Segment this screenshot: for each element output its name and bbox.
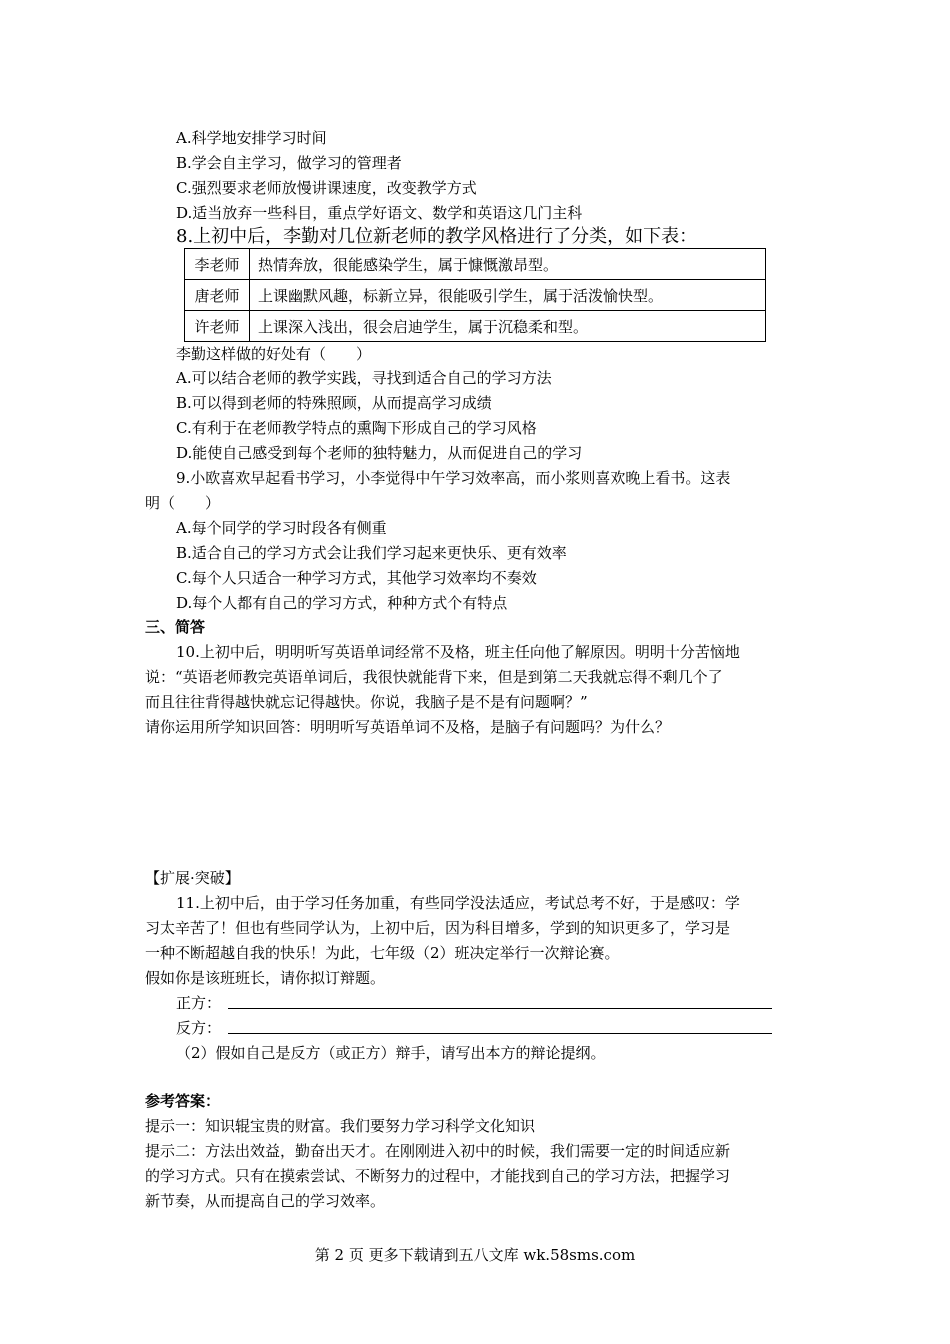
- teacher-style-desc: 上课深入浅出，很会启迪学生，属于沉稳柔和型。: [250, 311, 766, 342]
- q9-stem-line1: 9.小欧喜欢早起看书学习，小李觉得中午学习效率高，而小浆则喜欢晚上看书。这表: [176, 469, 731, 487]
- q8-option-c: C.有利于在老师教学特点的熏陶下形成自己的学习风格: [176, 419, 537, 437]
- teacher-style-desc: 热情奔放，很能感染学生，属于慷慨激昂型。: [250, 249, 766, 280]
- q9-option-a: A.每个同学的学习时段各有侧重: [176, 519, 387, 537]
- q9-option-d: D.每个人都有自己的学习方式，种种方式个有特点: [176, 594, 508, 612]
- answer-hint2-line2: 的学习方式。只有在摸索尝试、不断努力的过程中，才能找到自己的学习方法，把握学习: [145, 1167, 731, 1185]
- q8-option-a: A.可以结合老师的教学实践，寻找到适合自己的学习方法: [176, 369, 552, 387]
- q8-stem: 8.上初中后，李勤对几位新老师的教学风格进行了分类，如下表：: [176, 226, 698, 247]
- q8-question: 李勤这样做的好处有（ ）: [176, 345, 372, 363]
- answer-hint2-line1: 提示二：方法出效益，勤奋出天才。在刚刚进入初中的时候，我们需要一定的时间适应新: [145, 1142, 731, 1160]
- q11-line1: 11.上初中后，由于学习任务加重，有些同学没法适应，考试总考不好，于是感叹：学: [176, 894, 740, 912]
- q11-line4: 假如你是该班班长，请你拟订辩题。: [145, 969, 386, 987]
- q9-option-c: C.每个人只适合一种学习方式，其他学习效率均不奏效: [176, 569, 537, 587]
- answer-hint2-line3: 新节奏，从而提高自己的学习效率。: [145, 1192, 386, 1210]
- q10-line2: 说：“英语老师教完英语单词后，我很快就能背下来，但是到第二天我就忘得不剩几个了: [145, 668, 723, 686]
- q11-line2: 习太辛苦了！但也有些同学认为，上初中后，因为科目增多，学到的知识更多了，学习是: [145, 919, 731, 937]
- answer-hint1: 提示一：知识辊宝贵的财富。我们要努力学习科学文化知识: [145, 1117, 536, 1135]
- table-row: [185, 280, 766, 311]
- q10-line1: 10.上初中后，明明听写英语单词经常不及格，班主任向他了解原因。明明十分苦恼地: [176, 643, 740, 661]
- page-footer: 第 2 页 更多下载请到五八文库 wk.58sms.com: [314, 1246, 636, 1264]
- con-side-blank[interactable]: [228, 1033, 772, 1034]
- q9-stem-line2: 明（ ）: [145, 494, 221, 512]
- q11-line3: 一种不断超越自我的快乐！为此，七年级（2）班决定举行一次辩论赛。: [145, 944, 620, 962]
- teacher-name: 许老师: [185, 311, 250, 342]
- q8-option-b: B.可以得到老师的特殊照顾，从而提高学习成绩: [176, 394, 492, 412]
- q7-option-c: C.强烈要求老师放慢讲课速度，改变教学方式: [176, 179, 477, 197]
- con-side-label: 反方：: [176, 1019, 222, 1037]
- teacher-name: 唐老师: [185, 280, 250, 311]
- q9-option-b: B.适合自己的学习方式会让我们学习起来更快乐、更有效率: [176, 544, 567, 562]
- q8-option-d: D.能使自己感受到每个老师的独特魅力，从而促进自己的学习: [176, 444, 583, 462]
- teacher-style-table: [184, 248, 766, 342]
- table-row: [185, 311, 766, 342]
- teacher-style-desc: 上课幽默风趣，标新立异，很能吸引学生，属于活泼愉快型。: [250, 280, 766, 311]
- pro-side-blank[interactable]: [228, 1008, 772, 1009]
- answers-title: 参考答案：: [145, 1092, 221, 1110]
- q7-option-d: D.适当放弃一些科目，重点学好语文、数学和英语这几门主科: [176, 204, 583, 222]
- q7-option-a: A.科学地安排学习时间: [176, 129, 327, 147]
- extension-title: 【扩展·突破】: [145, 869, 240, 887]
- q11-part2: （2）假如自己是反方（或正方）辩手，请写出本方的辩论提纲。: [176, 1044, 606, 1062]
- teacher-name: 李老师: [185, 249, 250, 280]
- section-title: 三、简答: [145, 618, 206, 636]
- q7-option-b: B.学会自主学习，做学习的管理者: [176, 154, 402, 172]
- table-row: [185, 249, 766, 280]
- q10-line3: 而且往往背得越快就忘记得越快。你说，我脑子是不是有问题啊？”: [145, 693, 588, 711]
- pro-side-label: 正方：: [176, 994, 222, 1012]
- q10-line4: 请你运用所学知识回答：明明听写英语单词不及格，是脑子有问题吗？为什么？: [145, 718, 671, 736]
